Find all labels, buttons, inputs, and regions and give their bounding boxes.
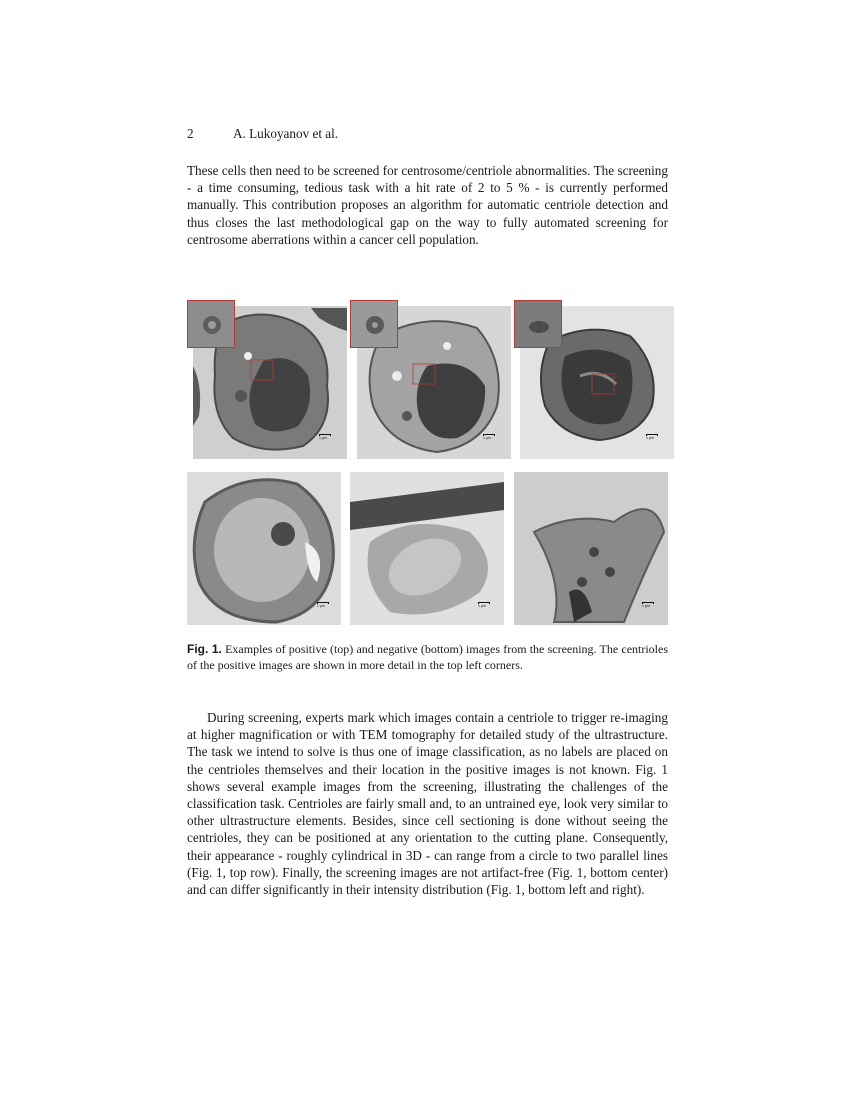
body-paragraph-1: These cells then need to be screened for centrosome/centriole abnormalities. The screening - a time consuming, tedious task with a hit rate of 2 to 5 % - is currently performed manually. This contribution proposes an algorithm for automatic centriole detection and thus closes the last methodological gap on the way to fully automated screening for centrosome aberrations within a cancer cell population. [187,163,668,247]
running-authors: A. Lukoyanov et al. [233,126,339,141]
centriole-inset-top-left [187,300,235,348]
scale-bar: 1 µm [319,434,331,440]
scale-bar: 1 µm [646,434,658,440]
centriole-inset-top-center [350,300,398,348]
scale-bar: 1 µm [483,434,495,440]
scale-bar: 1 µm [317,602,329,608]
body-paragraph-2: During screening, experts mark which images contain a centriole to trigger re-imaging at higher magnification or with TEM tomography for detailed study of the ultrastructure. The task we intend to solve is thus one of image classification, as no labels are placed on the centrioles themselves and their location in the positive images is not known. Fig. 1 shows several example images from the screening, illustrating the challenges of the classification task. Centrioles are fairly small and, to an untrained eye, look very similar to other ultrastructure elements. Besides, since cell sectioning is done without seeing the centrioles, they can be positioned at any orientation to the cutting plane. Consequently, their appearance - roughly cylindrical in 3D - can range from a circle to two parallel lines (Fig. 1, top row). Finally, the screening images are not artifact-free (Fig. 1, bottom center) and can differ significantly in their intensity distribution (Fig. 1, bottom left and right). [187,710,668,898]
page-number: 2 [187,126,194,141]
scale-bar: 1 µm [642,602,654,608]
running-header [187,126,338,142]
figure-caption-text: Examples of positive (top) and negative (bottom) images from the screening. The centrioles of the positive images are shown in more detail in the top left corners. [187,642,669,672]
figure-panel-bottom-right [514,472,668,625]
figure-panel-bottom-center [350,472,504,625]
figure-1 [187,300,668,626]
figure-caption-label: Fig. 1. [187,642,222,656]
centriole-inset-top-right [514,300,562,348]
figure-panel-bottom-left [187,472,341,625]
scale-bar: 1 µm [478,602,490,608]
figure-caption [187,641,668,673]
